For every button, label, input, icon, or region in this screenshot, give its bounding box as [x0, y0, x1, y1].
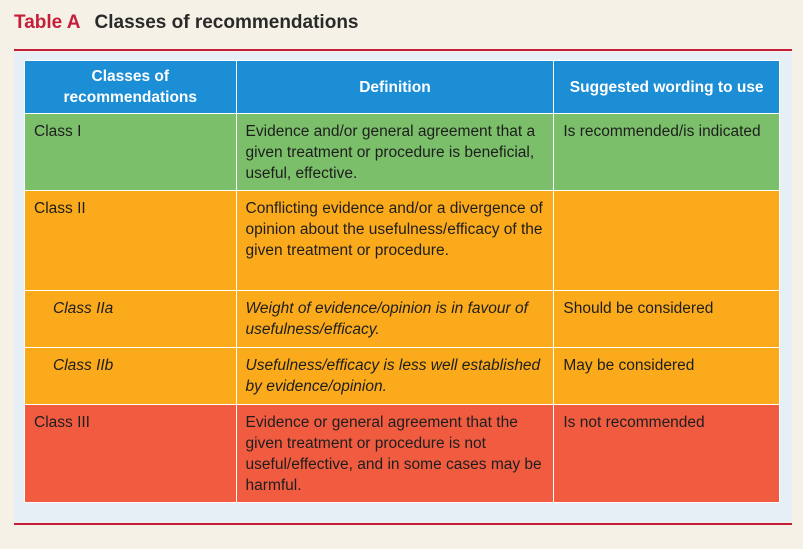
header-row	[25, 61, 780, 114]
header-classes: Classes of recommendations	[25, 61, 237, 114]
table-title	[14, 12, 359, 34]
class-cell: Class IIa	[25, 291, 237, 348]
table-row-class-iii	[25, 405, 780, 503]
table-row-class-i	[25, 114, 780, 191]
top-rule	[14, 49, 792, 51]
wording-cell	[554, 191, 780, 291]
wording-cell: Is not recommended	[554, 405, 780, 503]
table-row-class-iib	[25, 348, 780, 405]
table-row-class-ii	[25, 191, 780, 291]
header-definition: Definition	[236, 61, 554, 114]
class-cell: Class II	[25, 191, 237, 291]
table-label: Table A	[14, 12, 81, 33]
definition-cell: Usefulness/efficacy is less well established by evidence/opinion.	[236, 348, 554, 405]
wording-cell: Is recommended/is indicated	[554, 114, 780, 191]
definition-cell: Weight of evidence/opinion is in favour of usefulness/efficacy.	[236, 291, 554, 348]
definition-cell: Evidence and/or general agreement that a given treatment or procedure is beneficial, useful, effective.	[236, 114, 554, 191]
class-cell: Class IIb	[25, 348, 237, 405]
definition-cell: Evidence or general agreement that the given treatment or procedure is not useful/effective, and in some cases may be harmful.	[236, 405, 554, 503]
table-row-class-iia	[25, 291, 780, 348]
class-cell: Class III	[25, 405, 237, 503]
bottom-rule	[14, 523, 792, 525]
table-caption: Classes of recommendations	[94, 12, 359, 33]
header-wording: Suggested wording to use	[554, 61, 780, 114]
class-cell: Class I	[25, 114, 237, 191]
recommendations-table	[24, 60, 780, 503]
wording-cell: Should be considered	[554, 291, 780, 348]
definition-cell: Conflicting evidence and/or a divergence of opinion about the usefulness/efficacy of the given treatment or procedure.	[236, 191, 554, 291]
wording-cell: May be considered	[554, 348, 780, 405]
